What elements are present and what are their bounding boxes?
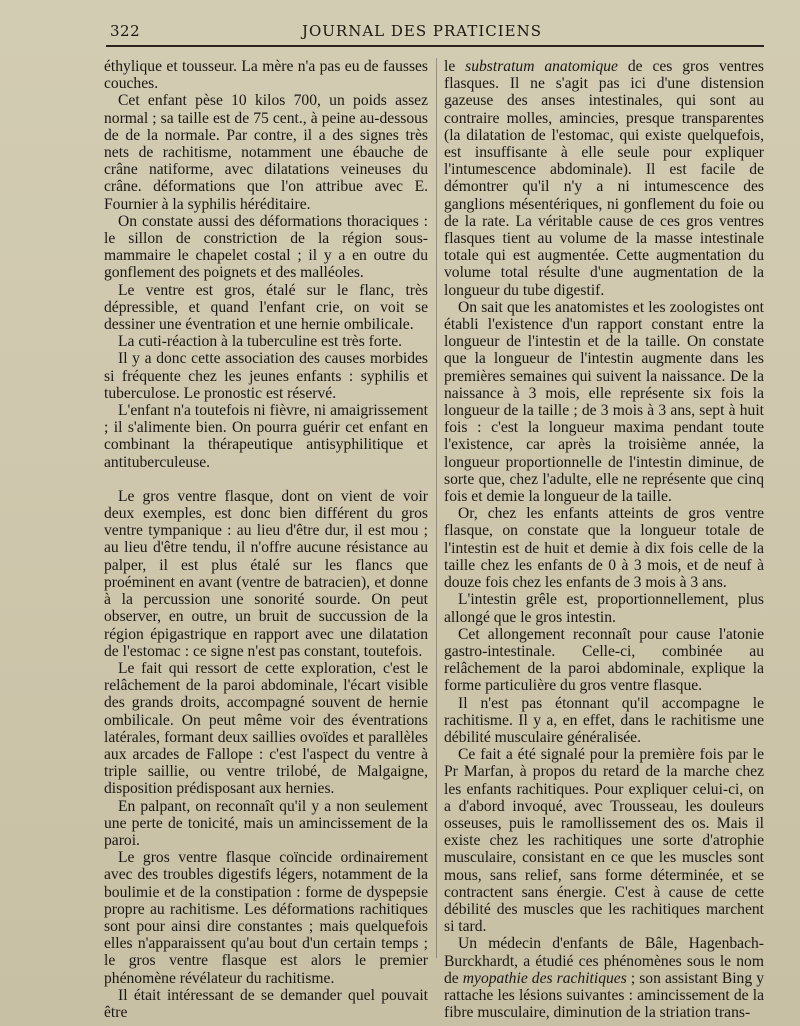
paragraph: Ce fait a été signalé pour la première fois par le Pr Marfan, à propos du retard de la marche chez les enfants rachitiques. Pour expliquer celui-ci, on a d'abord invoqué, avec Trousseau, les douleurs osseuses, puis le ramollissement des os. Mais il existe chez les rachitiques une sorte d'atrophie musculaire, consistant en ce que les muscles sont mous, sans relief, sans forme déterminée, et se contractent sans énergie. C'est à cause de cette débilité des muscles que les rachitiques marchent si tard.	[444, 746, 764, 936]
left-column	[104, 58, 428, 1021]
paragraph: L'enfant n'a toutefois ni fièvre, ni amaigrissement ; il s'alimente bien. On pourra guérir cet enfant en combinant la thérapeutique antisyphilitique et antituberculeuse.	[104, 402, 428, 471]
paragraph: En palpant, on reconnaît qu'il y a non seulement une perte de tonicité, mais un amincissement de la paroi.	[104, 797, 428, 849]
paragraph	[444, 58, 764, 299]
column-divider	[436, 58, 437, 958]
running-title: JOURNAL DES PRATICIENS	[301, 22, 543, 40]
text-run: le	[444, 58, 466, 75]
text-run: de ces gros ventres flasques. Il ne s'agit pas ici d'une distension gazeuse des anses intestinales, qui sont au contraire molles, amincies, presque transparentes (la dilatation de l'estomac, qui existe quelquefois, est insuffisante à elle seule pour expliquer l'intumescence abdominale). Il est facile de démontrer qu'il n'y a ni intumescence des ganglions mésentériques, ni gonflement du foie ou de la rate. La véritable cause de ces gros ventres flasques tient au volume de la masse intestinale totale qui est augmentée. Cette augmentation du volume total résulte d'une augmentation de la longueur du tube digestif.	[444, 58, 764, 299]
header-rule	[106, 45, 764, 47]
page-header	[80, 18, 764, 46]
text-run: Un médecin d'enfants de Bâle, Hagenbach-Burckhardt, a étudié ces phénomènes sous le nom de	[444, 935, 764, 987]
paragraph: On sait que les anatomistes et les zoologistes ont établi l'existence d'un rapport constant entre la longueur de l'intestin et de la taille. On constate que la longueur de l'intestin augmente dans les premières semaines qui suivent la naissance. De la naissance à 3 mois, elle représente six fois la longueur de la taille ; de 3 mois à 3 ans, sept à huit fois : c'est la longueur maxima pendant toute l'existence, car après la troisième année, la longueur proportionnelle de l'intestin diminue, de sorte que, chez l'adulte, elle ne représente que cinq fois et demie la longueur de la taille.	[444, 298, 764, 506]
paragraph: éthylique et tousseur. La mère n'a pas eu de fausses couches.	[104, 58, 428, 93]
paragraph: Le ventre est gros, étalé sur le flanc, très dépressible, et quand l'enfant crie, on voit se dessiner une éventration et une hernie ombilicale.	[104, 281, 428, 334]
paragraph: Le gros ventre flasque, dont on vient de voir deux exemples, est donc bien différent du gros ventre tympanique : au lieu d'être dur, il est mou ; au lieu d'être tendu, il n'offre aucune résistance au palper, il est plus étalé sur les flancs que proéminent en avant (ventre de batracien), et donne à la percussion une sonorité sourde. On peut observer, en outre, un bruit de succussion de la région épigastrique en rapport avec une dilatation de l'estomac : ce signe n'est pas constant, toutefois.	[104, 487, 428, 660]
paragraph: Le gros ventre flasque coïncide ordinairement avec des troubles digestifs légers, notamment de la boulimie et de la constipation : forme de dyspepsie propre au rachitisme. Les déformations rachitiques sont pour ainsi dire constantes ; mais quelquefois elles n'apparaissent qu'au bout d'un certain temps ; le gros ventre flasque est alors le premier phénomène révélateur du rachitisme.	[104, 849, 428, 987]
page-number: 322	[110, 22, 141, 40]
paragraph: On constate aussi des déformations thoraciques : le sillon de constriction de la région sous-mammaire le chapelet costal ; il y a en outre du gonflement des poignets et des malléoles.	[104, 212, 428, 282]
right-column	[444, 58, 764, 1021]
paragraph: Il était intéressant de se demander quel pouvait être	[104, 986, 428, 1021]
paragraph: Cet enfant pèse 10 kilos 700, un poids assez normal ; sa taille est de 75 cent., à peine au-dessous de de la normale. Par contre, il a des signes très nets de rachitisme, notamment une ébauche de crâne natiforme, avec dilatations veineuses du crâne. déformations que l'on attribue avec E. Fournier à la syphilis héréditaire.	[104, 92, 428, 213]
paragraph: Il y a donc cette association des causes morbides si fréquente chez les jeunes enfants : syphilis et tuberculose. Le pronostic est réservé.	[104, 350, 428, 402]
italic-term: myopathie des rachitiques	[462, 969, 627, 987]
paragraph: L'intestin grêle est, proportionnellement, plus allongé que le gros intestin.	[444, 591, 764, 626]
paragraph: Il n'est pas étonnant qu'il accompagne le rachitisme. Il y a, en effet, dans le rachitisme une débilité musculaire généralisée.	[444, 694, 764, 746]
text-run: ; son assistant Bing y rattache les lésions suivantes : amincissement de la fibre musculaire, diminution de la striation trans-	[444, 969, 765, 1022]
paragraph: Or, chez les enfants atteints de gros ventre flasque, on constate que la longueur totale de l'intestin est de huit et demie à dix fois celle de la taille chez les enfants de 0 à 3 mois, et de neuf à douze fois chez les enfants de 3 mois à 3 ans.	[444, 505, 764, 592]
paragraph	[444, 935, 764, 1021]
italic-term: substratum anatomique	[465, 58, 618, 75]
paragraph: Le fait qui ressort de cette exploration, c'est le relâchement de la paroi abdominale, l'écart visible des grands droits, accompagné souvent de hernie ombilicale. On peut même voir des éventrations latérales, formant deux saillies ovoïdes et parallèles aux arcades de Fallope : c'est l'aspect du ventre à triple saillie, ou ventre trilobé, de Malgaigne, disposition prédisposant aux hernies.	[104, 659, 428, 798]
paragraph: Cet allongement reconnaît pour cause l'atonie gastro-intestinale. Celle-ci, combinée au relâchement de la paroi abdominale, explique la forme particulière du gros ventre flasque.	[444, 625, 764, 695]
paragraph: La cuti-réaction à la tuberculine est très forte.	[118, 333, 403, 351]
